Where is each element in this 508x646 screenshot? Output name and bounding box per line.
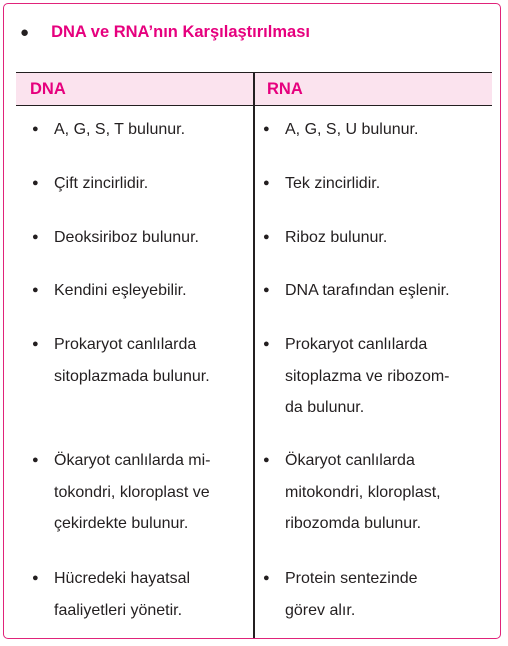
list-item bbox=[263, 222, 488, 254]
list-item-text: A, G, S, U bulunur. bbox=[285, 121, 419, 138]
list-item bbox=[263, 445, 488, 540]
list-item bbox=[32, 329, 242, 392]
bullet-dot: ● bbox=[263, 123, 270, 135]
bullet-dot: ● bbox=[263, 284, 270, 296]
list-item bbox=[263, 168, 488, 200]
list-item-text: Ökaryot canlılarda mi- tokondri, kloroplast ve çekirdekte bulunur. bbox=[54, 452, 211, 532]
comparison-card bbox=[3, 3, 501, 639]
bullet-dot: ● bbox=[32, 338, 39, 350]
list-item bbox=[32, 168, 242, 200]
bullet-dot: ● bbox=[263, 231, 270, 243]
list-item-text: DNA tarafından eşlenir. bbox=[285, 282, 450, 299]
bullet-dot: ● bbox=[32, 177, 39, 189]
heading-bullet: ● bbox=[20, 24, 30, 41]
bullet-dot: ● bbox=[263, 338, 270, 350]
list-item-text: Ökaryot canlılarda mitokondri, kloroplast, ribozomda bulunur. bbox=[285, 452, 441, 532]
list-item-text: Protein sentezinde görev alır. bbox=[285, 570, 418, 619]
column-divider bbox=[253, 72, 255, 638]
list-item-text: Prokaryot canlılarda sitoplazma ve ribozom- da bulunur. bbox=[285, 336, 450, 416]
column-header-dna: DNA bbox=[30, 80, 66, 98]
bullet-dot: ● bbox=[263, 572, 270, 584]
bullet-dot: ● bbox=[263, 177, 270, 189]
bullet-dot: ● bbox=[32, 123, 39, 135]
bullet-dot: ● bbox=[32, 454, 39, 466]
list-item-text: Deoksiriboz bulunur. bbox=[54, 229, 199, 246]
heading-title: DNA ve RNA’nın Karşılaştırılması bbox=[51, 23, 310, 41]
list-item-text: Prokaryot canlılarda sitoplazmada bulunur. bbox=[54, 336, 210, 385]
list-item bbox=[32, 563, 242, 626]
list-item bbox=[32, 114, 242, 146]
list-item bbox=[32, 222, 242, 254]
list-item-text: A, G, S, T bulunur. bbox=[54, 121, 186, 138]
list-item bbox=[32, 445, 242, 540]
list-item-text: Çift zincirlidir. bbox=[54, 175, 149, 192]
list-item-text: Kendini eşleyebilir. bbox=[54, 282, 187, 299]
list-item bbox=[263, 275, 488, 307]
list-item-text: Tek zincirlidir. bbox=[285, 175, 381, 192]
list-item-text: Hücredeki hayatsal faaliyetleri yönetir. bbox=[54, 570, 191, 619]
bullet-dot: ● bbox=[32, 284, 39, 296]
bullet-dot: ● bbox=[32, 572, 39, 584]
bullet-dot: ● bbox=[32, 231, 39, 243]
list-item bbox=[32, 275, 242, 307]
list-item bbox=[263, 329, 488, 424]
list-item-text: Riboz bulunur. bbox=[285, 229, 388, 246]
list-item bbox=[263, 114, 488, 146]
column-header-rna: RNA bbox=[267, 80, 303, 98]
section-heading bbox=[20, 23, 310, 42]
bullet-dot: ● bbox=[263, 454, 270, 466]
list-item bbox=[263, 563, 488, 626]
